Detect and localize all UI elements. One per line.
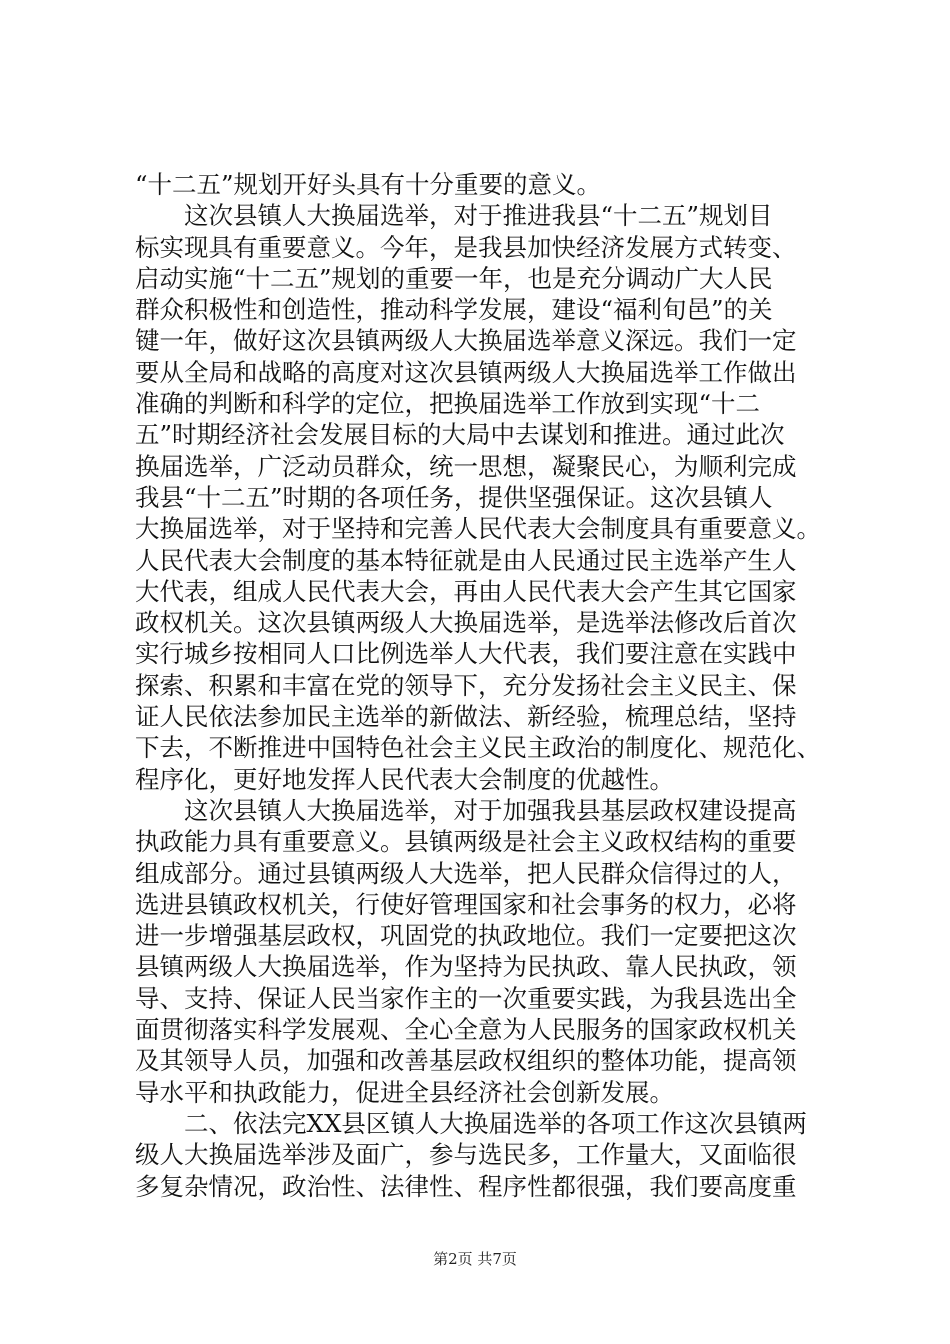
- text-line: 换届选举，广泛动员群众，统一思想，凝聚民心，为顺利完成: [135, 451, 797, 481]
- text-line: 人民代表大会制度的基本特征就是由人民通过民主选举产生人: [135, 545, 797, 575]
- text-line: 选进县镇政权机关，行使好管理国家和社会事务的权力，必将: [135, 889, 797, 919]
- paragraph-start-line: 二、依法完XX县区镇人大换届选举的各项工作这次县镇两: [184, 1108, 807, 1138]
- text-line: 组成部分。通过县镇两级人大选举，把人民群众信得过的人，: [135, 858, 797, 888]
- text-line: 启动实施“十二五”规划的重要一年，也是充分调动广大人民: [135, 263, 773, 293]
- page-number-label: 第2页 共7页: [433, 1250, 517, 1268]
- text-line: 进一步增强基层政权，巩固党的执政地位。我们一定要把这次: [135, 921, 797, 951]
- text-line: 多复杂情况，政治性、法律性、程序性都很强，我们要高度重: [135, 1171, 797, 1201]
- text-line: 要从全局和战略的高度对这次县镇两级人大换届选举工作做出: [135, 357, 797, 387]
- text-line: 及其领导人员，加强和改善基层政权组织的整体功能，提高领: [135, 1046, 797, 1076]
- text-line: 大代表，组成人民代表大会，再由人民代表大会产生其它国家: [135, 576, 797, 606]
- paragraph-start-line: 这次县镇人大换届选举，对于推进我县“十二五”规划目: [184, 201, 773, 231]
- text-line: 导水平和执政能力，促进全县经济社会创新发展。: [135, 1077, 674, 1107]
- text-line: 准确的判断和科学的定位，把换届选举工作放到实现“十二: [135, 389, 761, 419]
- text-line: 群众积极性和创造性，推动科学发展，建设“福利旬邑”的关: [135, 295, 773, 325]
- text-line: 县镇两级人大换届选举，作为坚持为民执政、靠人民执政，领: [135, 952, 797, 982]
- text-line: 大换届选举，对于坚持和完善人民代表大会制度具有重要意义。: [135, 514, 821, 544]
- paragraph-start-line: 这次县镇人大换届选举，对于加强我县基层政权建设提高: [184, 795, 797, 825]
- text-line: 程序化，更好地发挥人民代表大会制度的优越性。: [135, 764, 674, 794]
- text-line: 键一年，做好这次县镇两级人大换届选举意义深远。我们一定: [135, 326, 797, 356]
- text-line: “十二五”规划开好头具有十分重要的意义。: [135, 170, 602, 199]
- text-line: 下去，不断推进中国特色社会主义民主政治的制度化、规范化、: [135, 733, 821, 763]
- text-line: 五”时期经济社会发展目标的大局中去谋划和推进。通过此次: [135, 420, 785, 450]
- text-line: 我县“十二五”时期的各项任务，提供坚强保证。这次县镇人: [135, 482, 773, 512]
- text-line: 证人民依法参加民主选举的新做法、新经验，梳理总结，坚持: [135, 702, 797, 732]
- text-line: 级人大换届选举涉及面广，参与选民多，工作量大，又面临很: [135, 1140, 797, 1170]
- text-line: 实行城乡按相同人口比例选举人大代表，我们要注意在实践中: [135, 639, 797, 669]
- page-footer: [0, 1249, 950, 1269]
- text-line: 导、支持、保证人民当家作主的一次重要实践，为我县选出全: [135, 983, 797, 1013]
- document-body: [135, 169, 835, 1202]
- text-line: 探索、积累和丰富在党的领导下，充分发扬社会主义民主、保: [135, 670, 797, 700]
- text-line: 执政能力具有重要意义。县镇两级是社会主义政权结构的重要: [135, 827, 797, 857]
- text-line: 标实现具有重要意义。今年，是我县加快经济发展方式转变、: [135, 232, 797, 262]
- text-line: 政权机关。这次县镇两级人大换届选举，是选举法修改后首次: [135, 608, 797, 638]
- text-line: 面贯彻落实科学发展观、全心全意为人民服务的国家政权机关: [135, 1015, 797, 1045]
